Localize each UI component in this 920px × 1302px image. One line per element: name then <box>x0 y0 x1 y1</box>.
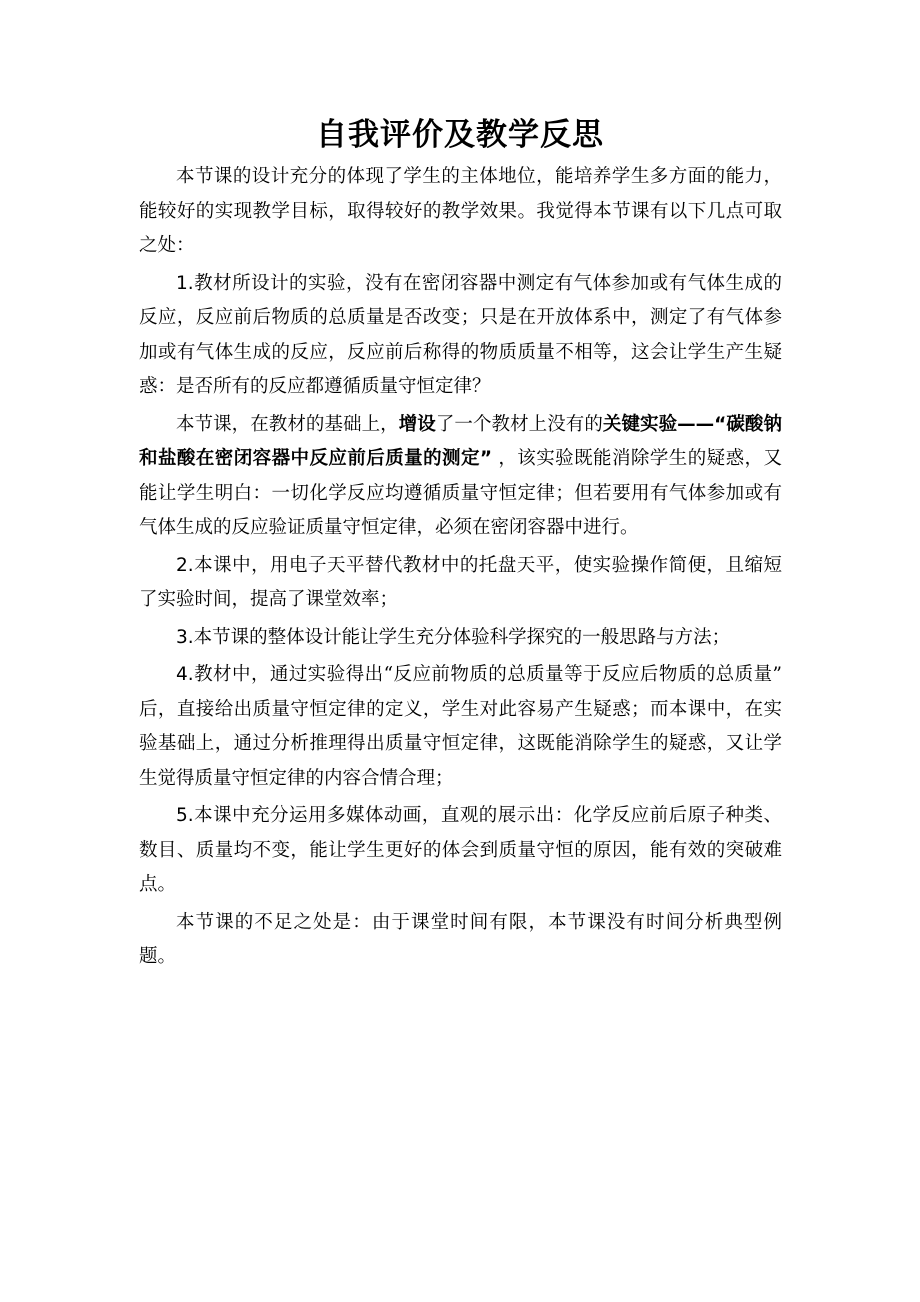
conclusion-paragraph: 本节课的不足之处是：由于课堂时间有限，本节课没有时间分析典型例题。 <box>139 911 782 967</box>
followup-text-2: 了一个教材上没有的 <box>435 413 603 435</box>
point-1-text: 教材所设计的实验，没有在密闭容器中测定有气体参加或有气体生成的反应，反应前后物质的总质量是否改变；只是在开放体系中，测定了有气体参加或有气体生成的反应，反应前后称得的物质质量不相等，这会让学生产生疑惑：是否所有的反应都遵循质量守恒定律？ <box>139 272 782 397</box>
point-4-paragraph <box>139 658 782 796</box>
followup-bold-2: 关键实验——“碳酸钠和盐酸在密闭容器中反应前后质量的测定” <box>139 413 782 469</box>
point-2-text: 本课中，用电子天平替代教材中的托盘天平，使实验操作简便，且缩短了实验时间，提高了课堂效率； <box>139 554 782 610</box>
point-3-paragraph <box>139 621 782 656</box>
point-1-paragraph <box>139 267 782 405</box>
followup-text-3: ，该实验既能消除学生的疑惑，又能让学生明白：一切化学反应均遵循质量守恒定律；但若要用有气体参加或有气体生成的反应验证质量守恒定律，必须在密闭容器中进行。 <box>139 448 782 538</box>
point-5-text: 本课中充分运用多媒体动画，直观的展示出：化学反应前后原子种类、数目、质量均不变，能让学生更好的体会到质量守恒的原因，能有效的突破难点。 <box>139 805 782 895</box>
point-3-text: 本节课的整体设计能让学生充分体验科学探究的一般思路与方法； <box>193 626 731 648</box>
point-4-text: 教材中，通过实验得出“反应前物质的总质量等于反应后物质的总质量” 后，直接给出质量守恒定律的定义，学生对此容易产生疑惑；而本课中，在实验基础上，通过分析推理得出质量守恒定律，这既能消除学生的疑惑，又让学生觉得质量守恒定律的内容合情合理； <box>139 664 782 789</box>
point-4-number: 4. <box>176 664 194 685</box>
document-title: 自我评价及教学反思 <box>316 117 604 153</box>
point-5-number: 5. <box>176 805 194 826</box>
point-5-paragraph <box>139 799 782 903</box>
document-body <box>139 160 782 978</box>
point-1-followup-paragraph <box>139 408 782 546</box>
point-1-number: 1. <box>176 272 194 294</box>
point-3-number: 3. <box>176 626 194 648</box>
followup-text-1: 本节课，在教材的基础上， <box>176 413 399 435</box>
point-2-number: 2. <box>176 554 194 576</box>
followup-bold-1: 增设 <box>398 413 436 435</box>
intro-paragraph: 本节课的设计充分的体现了学生的主体地位，能培养学生多方面的能力，能较好的实现教学目标，取得较好的教学效果。我觉得本节课有以下几点可取之处： <box>139 166 782 256</box>
point-2-paragraph <box>139 549 782 618</box>
